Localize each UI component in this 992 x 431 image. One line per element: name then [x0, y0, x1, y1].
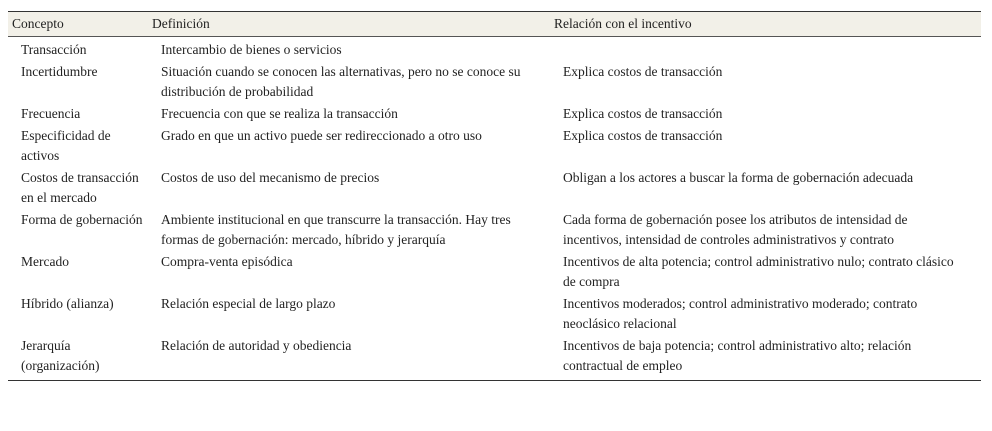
- table-row: [8, 37, 981, 62]
- cell-relacion: Incentivos de baja potencia; control administrativo alto; relación contractual de empleo: [554, 335, 981, 381]
- cell-concepto: Incertidumbre: [21, 64, 98, 79]
- header-concepto: Concepto: [8, 12, 152, 37]
- table-body: [8, 37, 981, 381]
- cell-concepto: Costos de transacción en el mercado: [21, 170, 139, 205]
- cell-definicion: Relación especial de largo plazo: [161, 296, 336, 311]
- table-row: [8, 209, 981, 251]
- header-relacion: Relación con el incentivo: [554, 12, 981, 37]
- cell-concepto: Mercado: [21, 254, 69, 269]
- cell-relacion: Explica costos de transacción: [563, 106, 723, 121]
- table-row: [8, 103, 981, 125]
- concept-table: [8, 11, 981, 381]
- cell-definicion: Ambiente institucional en que transcurre la transacción. Hay tres formas de gobernación: mercado, híbrido y jerarquía: [161, 212, 511, 247]
- header-definicion: Definición: [152, 12, 554, 37]
- cell-definicion: Situación cuando se conocen las alternativas, pero no se conoce su distribución de probabilidad: [161, 64, 521, 99]
- table-row: [8, 125, 981, 167]
- table-row: [8, 167, 981, 209]
- table-row: [8, 61, 981, 103]
- cell-concepto: Especificidad de activos: [21, 128, 111, 163]
- cell-relacion: Cada forma de gobernación posee los atributos de intensidad de incentivos, intensidad de controles administrativos y contrato: [563, 212, 908, 247]
- cell-relacion: Explica costos de transacción: [563, 128, 723, 143]
- cell-definicion: Compra-venta episódica: [161, 254, 293, 269]
- cell-definicion: Intercambio de bienes o servicios: [161, 42, 342, 57]
- cell-relacion: Incentivos moderados; control administrativo moderado; contrato neoclásico relacional: [563, 296, 918, 331]
- table-row: [8, 335, 981, 381]
- cell-definicion: Relación de autoridad y obediencia: [152, 335, 554, 381]
- cell-relacion: [554, 37, 981, 62]
- table-row: [8, 251, 981, 293]
- cell-concepto: Híbrido (alianza): [21, 296, 114, 311]
- cell-concepto: Frecuencia: [21, 106, 81, 121]
- cell-definicion: Costos de uso del mecanismo de precios: [161, 170, 380, 185]
- table-row: [8, 293, 981, 335]
- cell-definicion: Grado en que un activo puede ser redireccionado a otro uso: [161, 128, 482, 143]
- cell-relacion: Explica costos de transacción: [563, 64, 723, 79]
- cell-relacion: Obligan a los actores a buscar la forma de gobernación adecuada: [563, 170, 914, 185]
- concept-table-container: [8, 11, 981, 381]
- cell-relacion: Incentivos de alta potencia; control administrativo nulo; contrato clásico de compra: [563, 254, 954, 289]
- cell-concepto: Forma de gobernación: [21, 212, 143, 227]
- header-row: [8, 12, 981, 37]
- cell-concepto: Jerarquía (organización): [8, 335, 152, 381]
- cell-concepto: Transacción: [21, 42, 87, 57]
- table-header: [8, 12, 981, 37]
- cell-definicion: Frecuencia con que se realiza la transacción: [161, 106, 398, 121]
